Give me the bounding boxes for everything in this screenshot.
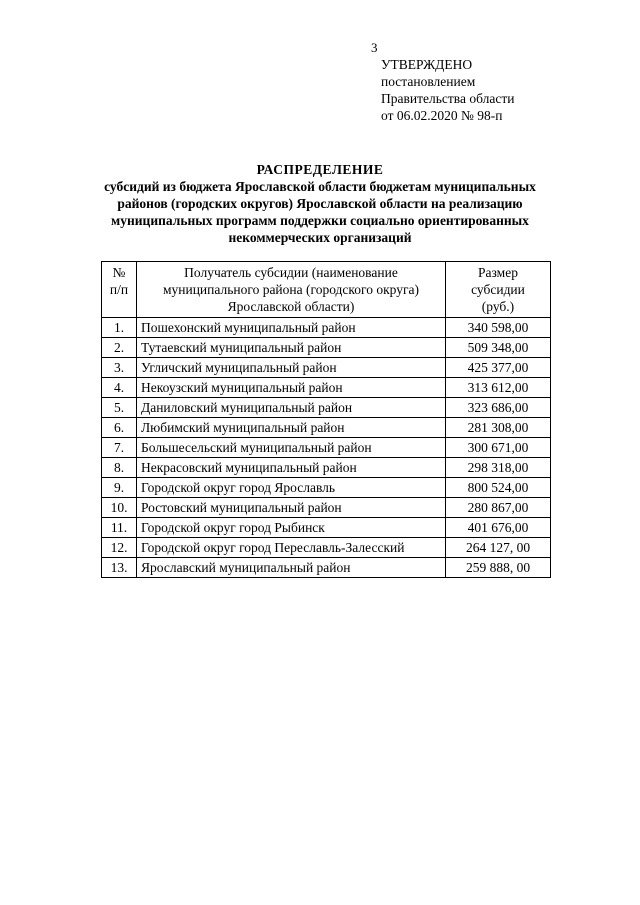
title-line-1: субсидий из бюджета Ярославской области бюджетам муниципальных — [104, 179, 536, 194]
row-number: 8. — [102, 458, 137, 478]
row-recipient: Угличский муниципальный район — [137, 358, 446, 378]
row-amount: 323 686,00 — [446, 398, 551, 418]
row-amount: 313 612,00 — [446, 378, 551, 398]
approval-line-2: постановлением — [381, 74, 476, 89]
header-amount — [446, 262, 551, 318]
table-row — [102, 538, 551, 558]
table-row — [102, 518, 551, 538]
row-number: 11. — [102, 518, 137, 538]
row-number: 1. — [102, 318, 137, 338]
row-recipient: Ярославский муниципальный район — [137, 558, 446, 578]
row-number: 12. — [102, 538, 137, 558]
row-recipient: Некрасовский муниципальный район — [137, 458, 446, 478]
title-line-2: районов (городских округов) Ярославской области на реализацию — [117, 196, 523, 211]
table-row — [102, 418, 551, 438]
document-title — [90, 161, 550, 246]
row-number: 2. — [102, 338, 137, 358]
row-number: 5. — [102, 398, 137, 418]
header-number-line-2: п/п — [109, 282, 129, 297]
approval-line-1: УТВЕРЖДЕНО — [381, 57, 473, 72]
table-row — [102, 438, 551, 458]
row-recipient: Тутаевский муниципальный район — [137, 338, 446, 358]
row-number: 9. — [102, 478, 137, 498]
header-recipient: Получатель субсидии (наименование муниципального района (городского округа) Ярославской области) — [137, 262, 446, 318]
row-recipient: Городской округ город Рыбинск — [137, 518, 446, 538]
row-recipient: Пошехонский муниципальный район — [137, 318, 446, 338]
row-amount: 264 127, 00 — [446, 538, 551, 558]
row-recipient: Некоузский муниципальный район — [137, 378, 446, 398]
row-recipient: Городской округ город Ярославль — [137, 478, 446, 498]
row-number: 10. — [102, 498, 137, 518]
header-number-line-1: № — [112, 265, 126, 280]
title-heading: РАСПРЕДЕЛЕНИЕ — [256, 162, 384, 177]
row-recipient: Городской округ город Переславль-Залесский — [137, 538, 446, 558]
row-number: 4. — [102, 378, 137, 398]
subsidy-table — [101, 261, 551, 578]
row-amount: 280 867,00 — [446, 498, 551, 518]
row-recipient: Большесельский муниципальный район — [137, 438, 446, 458]
table-row — [102, 458, 551, 478]
row-recipient: Любимский муниципальный район — [137, 418, 446, 438]
approval-stamp — [381, 56, 514, 124]
row-number: 13. — [102, 558, 137, 578]
table-row — [102, 318, 551, 338]
row-recipient: Даниловский муниципальный район — [137, 398, 446, 418]
page-number: 3 — [371, 40, 378, 55]
header-number — [102, 262, 137, 318]
approval-line-4: от 06.02.2020 № 98-п — [381, 108, 503, 123]
table-row — [102, 558, 551, 578]
table-row — [102, 398, 551, 418]
row-amount: 281 308,00 — [446, 418, 551, 438]
title-line-3: муниципальных программ поддержки социально ориентированных — [111, 213, 529, 228]
row-amount: 298 318,00 — [446, 458, 551, 478]
table-row — [102, 338, 551, 358]
table-row — [102, 378, 551, 398]
approval-line-3: Правительства области — [381, 91, 515, 106]
row-amount: 300 671,00 — [446, 438, 551, 458]
row-amount: 401 676,00 — [446, 518, 551, 538]
row-amount: 800 524,00 — [446, 478, 551, 498]
title-line-4: некоммерческих организаций — [228, 230, 412, 245]
table-row — [102, 498, 551, 518]
row-amount: 259 888, 00 — [446, 558, 551, 578]
table-row — [102, 358, 551, 378]
row-amount: 425 377,00 — [446, 358, 551, 378]
header-amount-line-2: (руб.) — [481, 299, 515, 314]
table-row — [102, 478, 551, 498]
row-number: 6. — [102, 418, 137, 438]
row-amount: 509 348,00 — [446, 338, 551, 358]
header-amount-line-1: Размер субсидии — [471, 265, 525, 297]
row-number: 3. — [102, 358, 137, 378]
table-header-row — [102, 262, 551, 318]
row-amount: 340 598,00 — [446, 318, 551, 338]
row-recipient: Ростовский муниципальный район — [137, 498, 446, 518]
row-number: 7. — [102, 438, 137, 458]
